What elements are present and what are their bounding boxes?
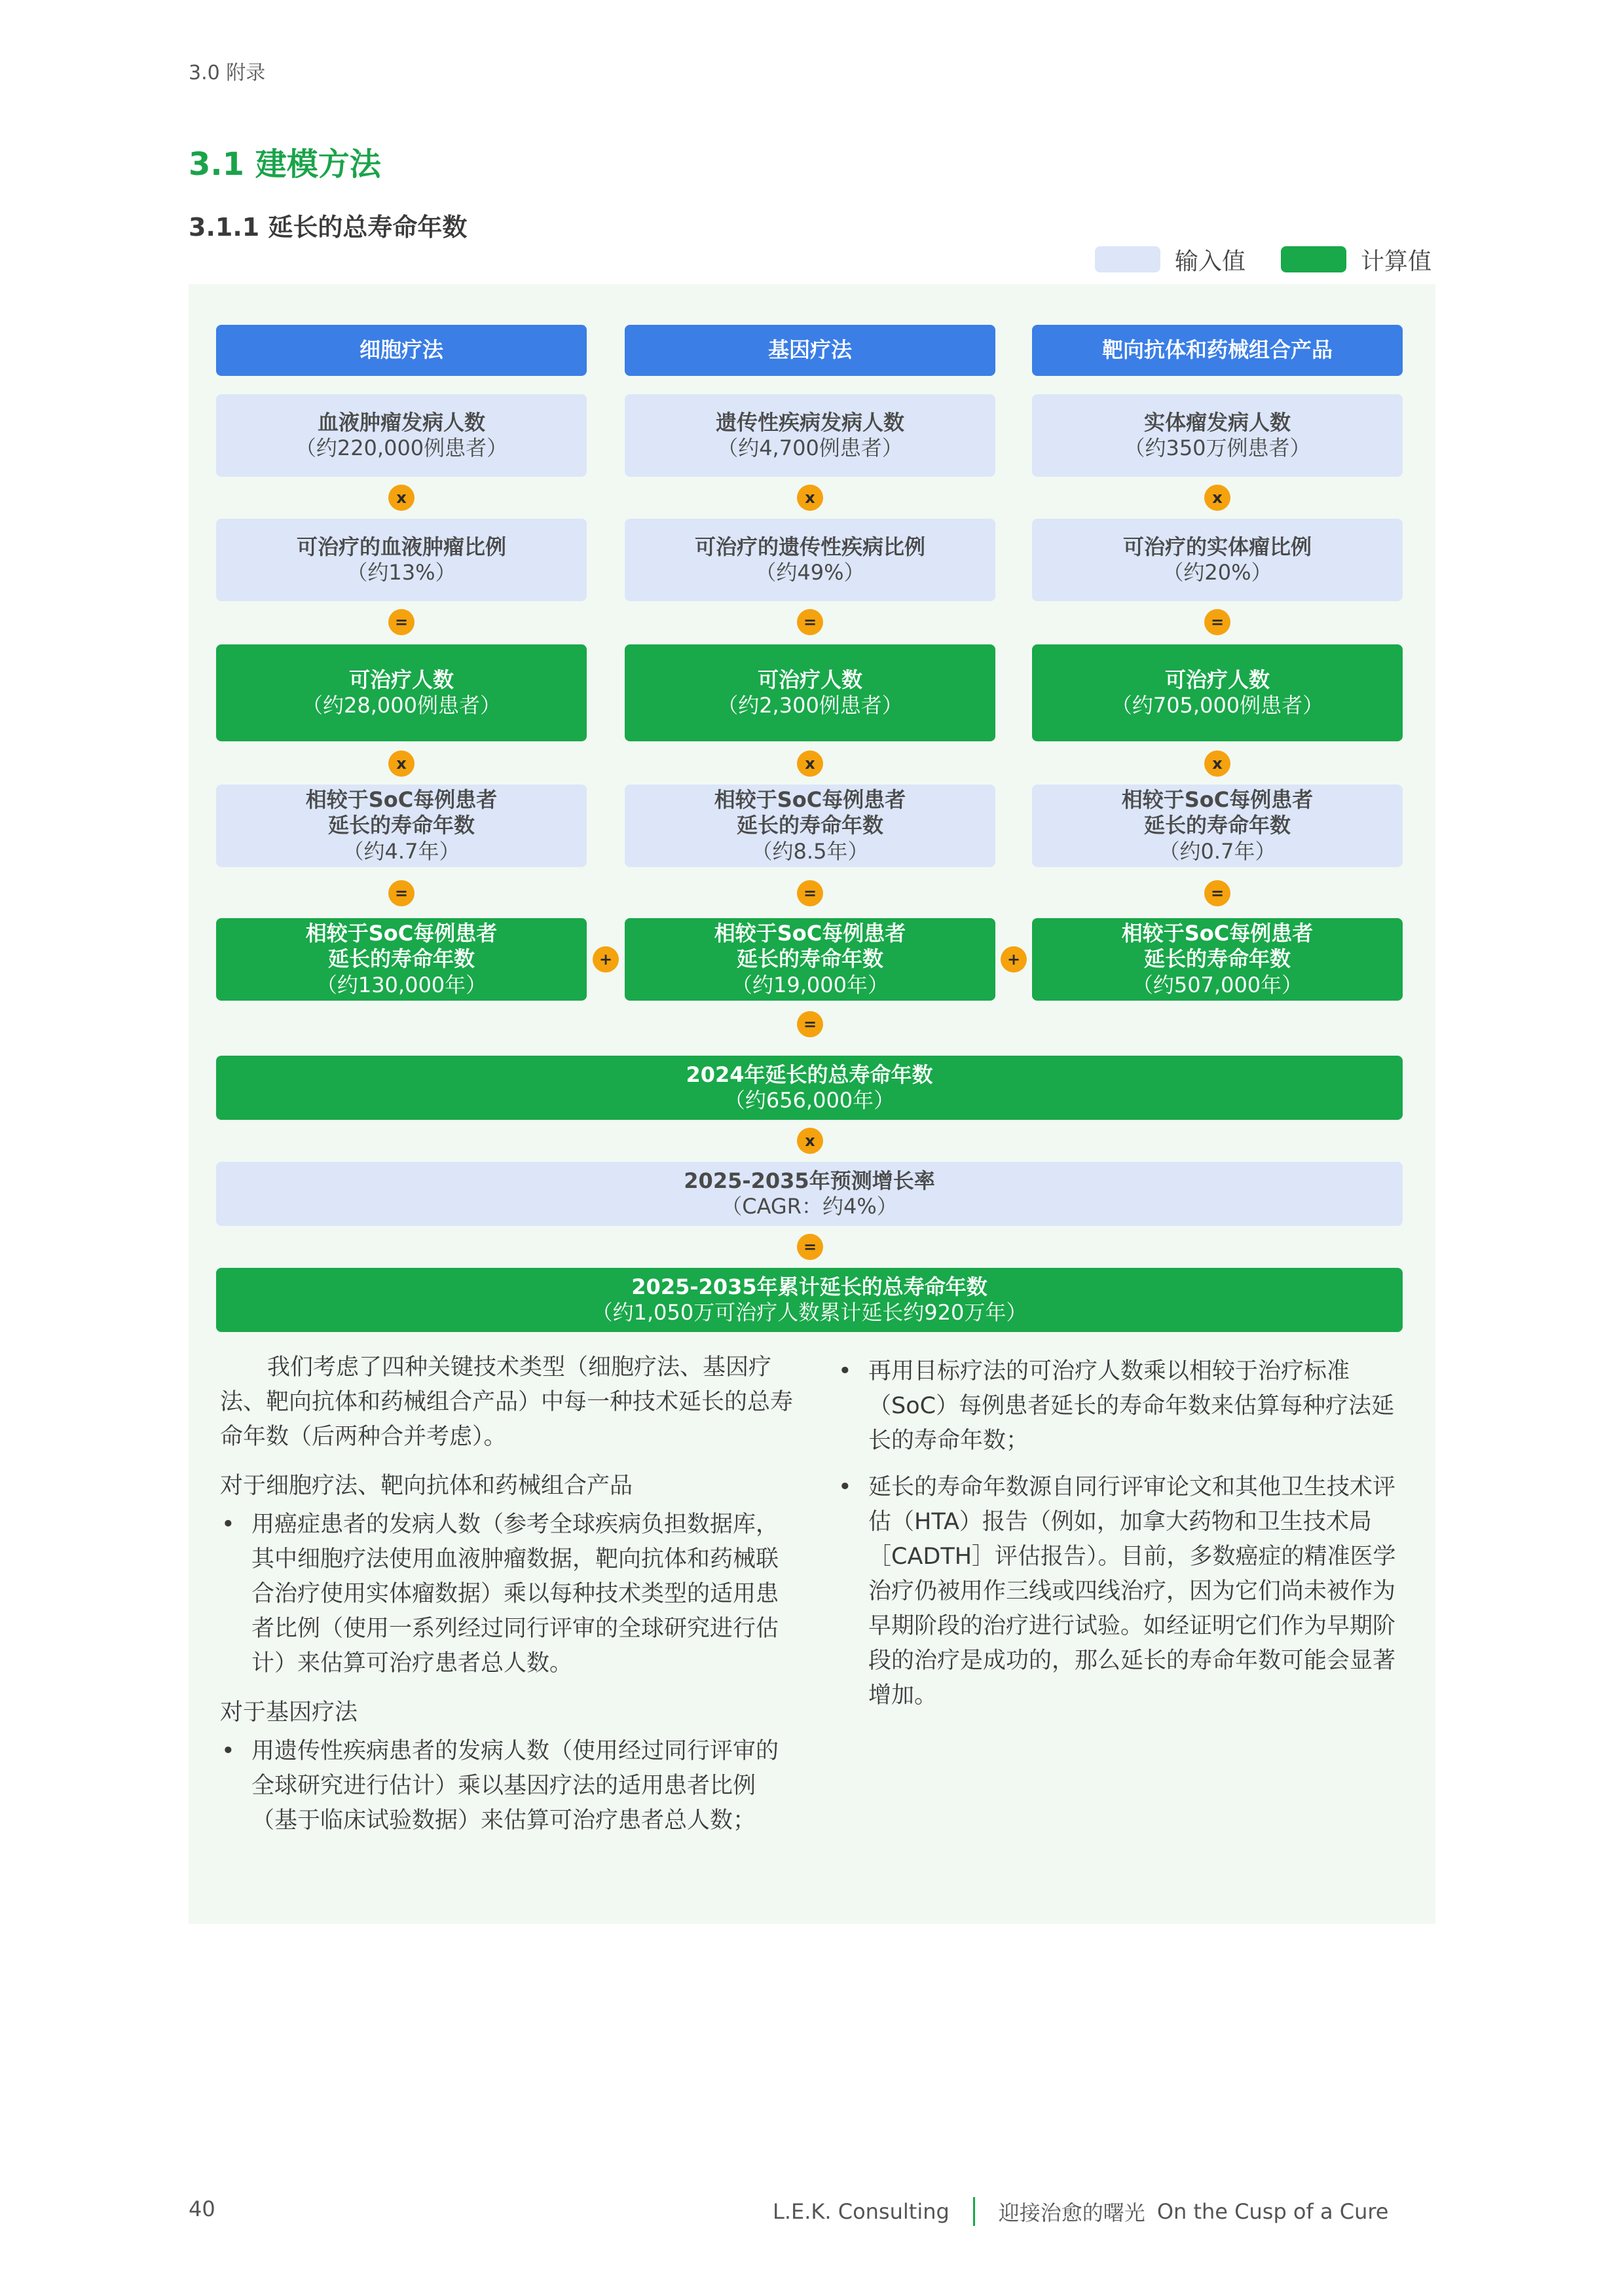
box-title: 可治疗的遗传性疾病比例	[694, 534, 925, 559]
box-title-line2: 延长的寿命年数	[327, 946, 475, 972]
box-value: （约28,000例患者）	[302, 693, 501, 718]
equals-operator: =	[797, 609, 823, 635]
report-title-en: On the Cusp of a Cure	[1156, 2199, 1389, 2224]
per-patient-years-box	[625, 785, 995, 867]
bullet-text: 延长的寿命年数源自同行评审论文和其他卫生技术评估（HTA）报告（例如，加拿大药物和卫生技术局［CADTH］评估报告）。目前，多数癌症的精准医学治疗仍被用作三线或四线治疗，因为它们尚未被作为早期阶段的治疗进行试验。如经证明它们作为早期阶段的治疗是成功的，那么延长的寿命年数可能会显著增加。	[868, 1474, 1396, 1709]
bullet-marker: •	[838, 1358, 852, 1384]
equals-operator: =	[797, 880, 823, 906]
legend-calc-label: 计算值	[1361, 248, 1432, 275]
company-name: L.E.K. Consulting	[773, 2199, 950, 2224]
box-value: （CAGR：约4%）	[721, 1194, 898, 1219]
incidence-box	[216, 394, 587, 477]
box-title: 2024年延长的总寿命年数	[686, 1062, 933, 1087]
bullet-text: 再用目标疗法的可治疗人数乘以相较于治疗标准（SoC）每例患者延长的寿命年数来估算每种疗法延长的寿命年数；	[868, 1358, 1395, 1454]
cumulative-years-box	[216, 1268, 1403, 1332]
box-title-line2: 延长的寿命年数	[736, 813, 883, 838]
incidence-box	[625, 394, 995, 477]
box-title-line2: 延长的寿命年数	[736, 946, 883, 972]
section-label: 3.0 附录	[189, 62, 266, 84]
box-value: （约4.7年）	[342, 838, 460, 864]
legend-input-swatch	[1095, 246, 1160, 272]
box-value: （约20%）	[1162, 560, 1272, 585]
treatable-ratio-box	[625, 519, 995, 601]
treatable-patients-box	[625, 644, 995, 741]
multiply-operator: x	[797, 485, 823, 511]
multiply-operator: x	[797, 750, 823, 777]
box-title: 可治疗的实体瘤比例	[1122, 534, 1312, 559]
box-title: 可治疗人数	[1164, 667, 1270, 692]
per-patient-years-box	[1032, 785, 1403, 867]
bullet-list	[220, 1734, 796, 1838]
multiply-operator: x	[797, 1128, 823, 1154]
subheading-cell-antibody: 对于细胞疗法、靶向抗体和药械组合产品	[220, 1473, 633, 1499]
box-value: （约507,000年）	[1132, 972, 1303, 997]
box-value: （约350万例患者）	[1124, 435, 1311, 460]
multiply-operator: x	[388, 485, 415, 511]
legend-calc	[1281, 242, 1431, 276]
bullet-marker: •	[221, 1738, 235, 1764]
box-title: 可治疗的血液肿瘤比例	[296, 534, 506, 559]
header-label: 细胞疗法	[359, 337, 443, 363]
box-value: （约0.7年）	[1158, 838, 1276, 864]
page-number: 40	[189, 2196, 215, 2221]
box-title: 2025-2035年累计延长的总寿命年数	[631, 1274, 987, 1299]
total-years-box	[625, 918, 995, 1001]
box-title: 血液肿瘤发病人数	[317, 409, 485, 435]
box-title: 可治疗人数	[348, 667, 454, 692]
box-title-line1: 相较于SoC每例患者	[1121, 921, 1314, 946]
box-value: （约1,050万可治疗人数累计延长约920万年）	[591, 1300, 1027, 1325]
intro-paragraph: 我们考虑了四种关键技术类型（细胞疗法、基因疗法、靶向抗体和药械组合产品）中每一种技术延长的总寿命年数（后两种合并考虑）。	[220, 1354, 794, 1450]
treatable-patients-box	[1032, 644, 1403, 741]
list-item	[220, 1734, 796, 1838]
equals-operator: =	[797, 1234, 823, 1260]
multiply-operator: x	[388, 750, 415, 777]
footer-credit	[773, 2196, 1388, 2227]
bullet-text: 用遗传性疾病患者的发病人数（使用经过同行评审的全球研究进行估计）乘以基因疗法的适用患者比例（基于临床试验数据）来估算可治疗患者总人数；	[251, 1738, 779, 1834]
treatable-ratio-box	[216, 519, 587, 601]
box-title-line1: 相较于SoC每例患者	[305, 921, 498, 946]
equals-operator: =	[797, 1011, 823, 1037]
legend-calc-swatch	[1281, 246, 1346, 272]
box-title-line1: 相较于SoC每例患者	[305, 787, 498, 813]
equals-operator: =	[1204, 880, 1230, 906]
footer-divider	[973, 2197, 975, 2226]
report-title-cn: 迎接治愈的曙光	[998, 2200, 1145, 2225]
methodology-panel	[189, 284, 1435, 1924]
incidence-box	[1032, 394, 1403, 477]
box-value: （约49%）	[755, 560, 865, 585]
bullet-marker: •	[221, 1511, 235, 1538]
column-header-gene-therapy	[625, 325, 995, 376]
box-title: 2025-2035年预测增长率	[684, 1168, 935, 1193]
box-title-line2: 延长的寿命年数	[1143, 813, 1291, 838]
box-value: （约8.5年）	[751, 838, 869, 864]
box-title-line1: 相较于SoC每例患者	[1121, 787, 1314, 813]
per-patient-years-box	[216, 785, 587, 867]
body-right-column	[837, 1350, 1407, 1725]
list-item	[837, 1470, 1407, 1713]
treatable-ratio-box	[1032, 519, 1403, 601]
equals-operator: =	[1204, 609, 1230, 635]
plus-operator: +	[593, 946, 619, 972]
box-title-line1: 相较于SoC每例患者	[714, 921, 906, 946]
multiply-operator: x	[1204, 750, 1230, 777]
list-item	[220, 1508, 796, 1681]
column-header-cell-therapy	[216, 325, 587, 376]
plus-operator: +	[1001, 946, 1027, 972]
box-title: 遗传性疾病发病人数	[715, 409, 904, 435]
box-value: （约19,000年）	[731, 972, 889, 997]
total-years-box	[1032, 918, 1403, 1001]
box-value: （约656,000年）	[724, 1088, 895, 1113]
box-title: 实体瘤发病人数	[1143, 409, 1291, 435]
box-title-line1: 相较于SoC每例患者	[714, 787, 906, 813]
legend-input-label: 输入值	[1175, 248, 1246, 275]
column-header-targeted-antibodies	[1032, 325, 1403, 376]
bullet-text: 用癌症患者的发病人数（参考全球疾病负担数据库，其中细胞疗法使用血液肿瘤数据，靶向抗体和药械联合治疗使用实体瘤数据）乘以每种技术类型的适用患者比例（使用一系列经过同行评审的全球研究进行估计）来估算可治疗患者总人数。	[251, 1511, 779, 1676]
header-label: 基因疗法	[767, 337, 852, 363]
box-value: （约220,000例患者）	[295, 435, 508, 460]
page-title: 3.1 建模方法	[189, 146, 381, 183]
list-item	[837, 1354, 1407, 1458]
equals-operator: =	[388, 609, 415, 635]
box-value: （约705,000例患者）	[1111, 693, 1324, 718]
body-left-column	[220, 1350, 796, 1850]
box-value: （约2,300例患者）	[717, 693, 903, 718]
box-title-line2: 延长的寿命年数	[1143, 946, 1291, 972]
box-title-line2: 延长的寿命年数	[327, 813, 475, 838]
subsection-title: 3.1.1 延长的总寿命年数	[189, 213, 468, 242]
box-value: （约130,000年）	[316, 972, 487, 997]
bullet-marker: •	[838, 1474, 852, 1500]
legend-input	[1095, 242, 1246, 276]
subheading-gene-therapy: 对于基因疗法	[220, 1699, 358, 1726]
box-value: （约4,700例患者）	[717, 435, 903, 460]
total-years-box	[216, 918, 587, 1001]
growth-rate-box	[216, 1162, 1403, 1226]
treatable-patients-box	[216, 644, 587, 741]
total-2024-box	[216, 1056, 1403, 1120]
multiply-operator: x	[1204, 485, 1230, 511]
box-title: 可治疗人数	[757, 667, 862, 692]
bullet-list	[220, 1508, 796, 1681]
box-value: （约13%）	[346, 560, 456, 585]
header-label: 靶向抗体和药械组合产品	[1101, 337, 1333, 363]
equals-operator: =	[388, 880, 415, 906]
bullet-list	[837, 1354, 1407, 1713]
